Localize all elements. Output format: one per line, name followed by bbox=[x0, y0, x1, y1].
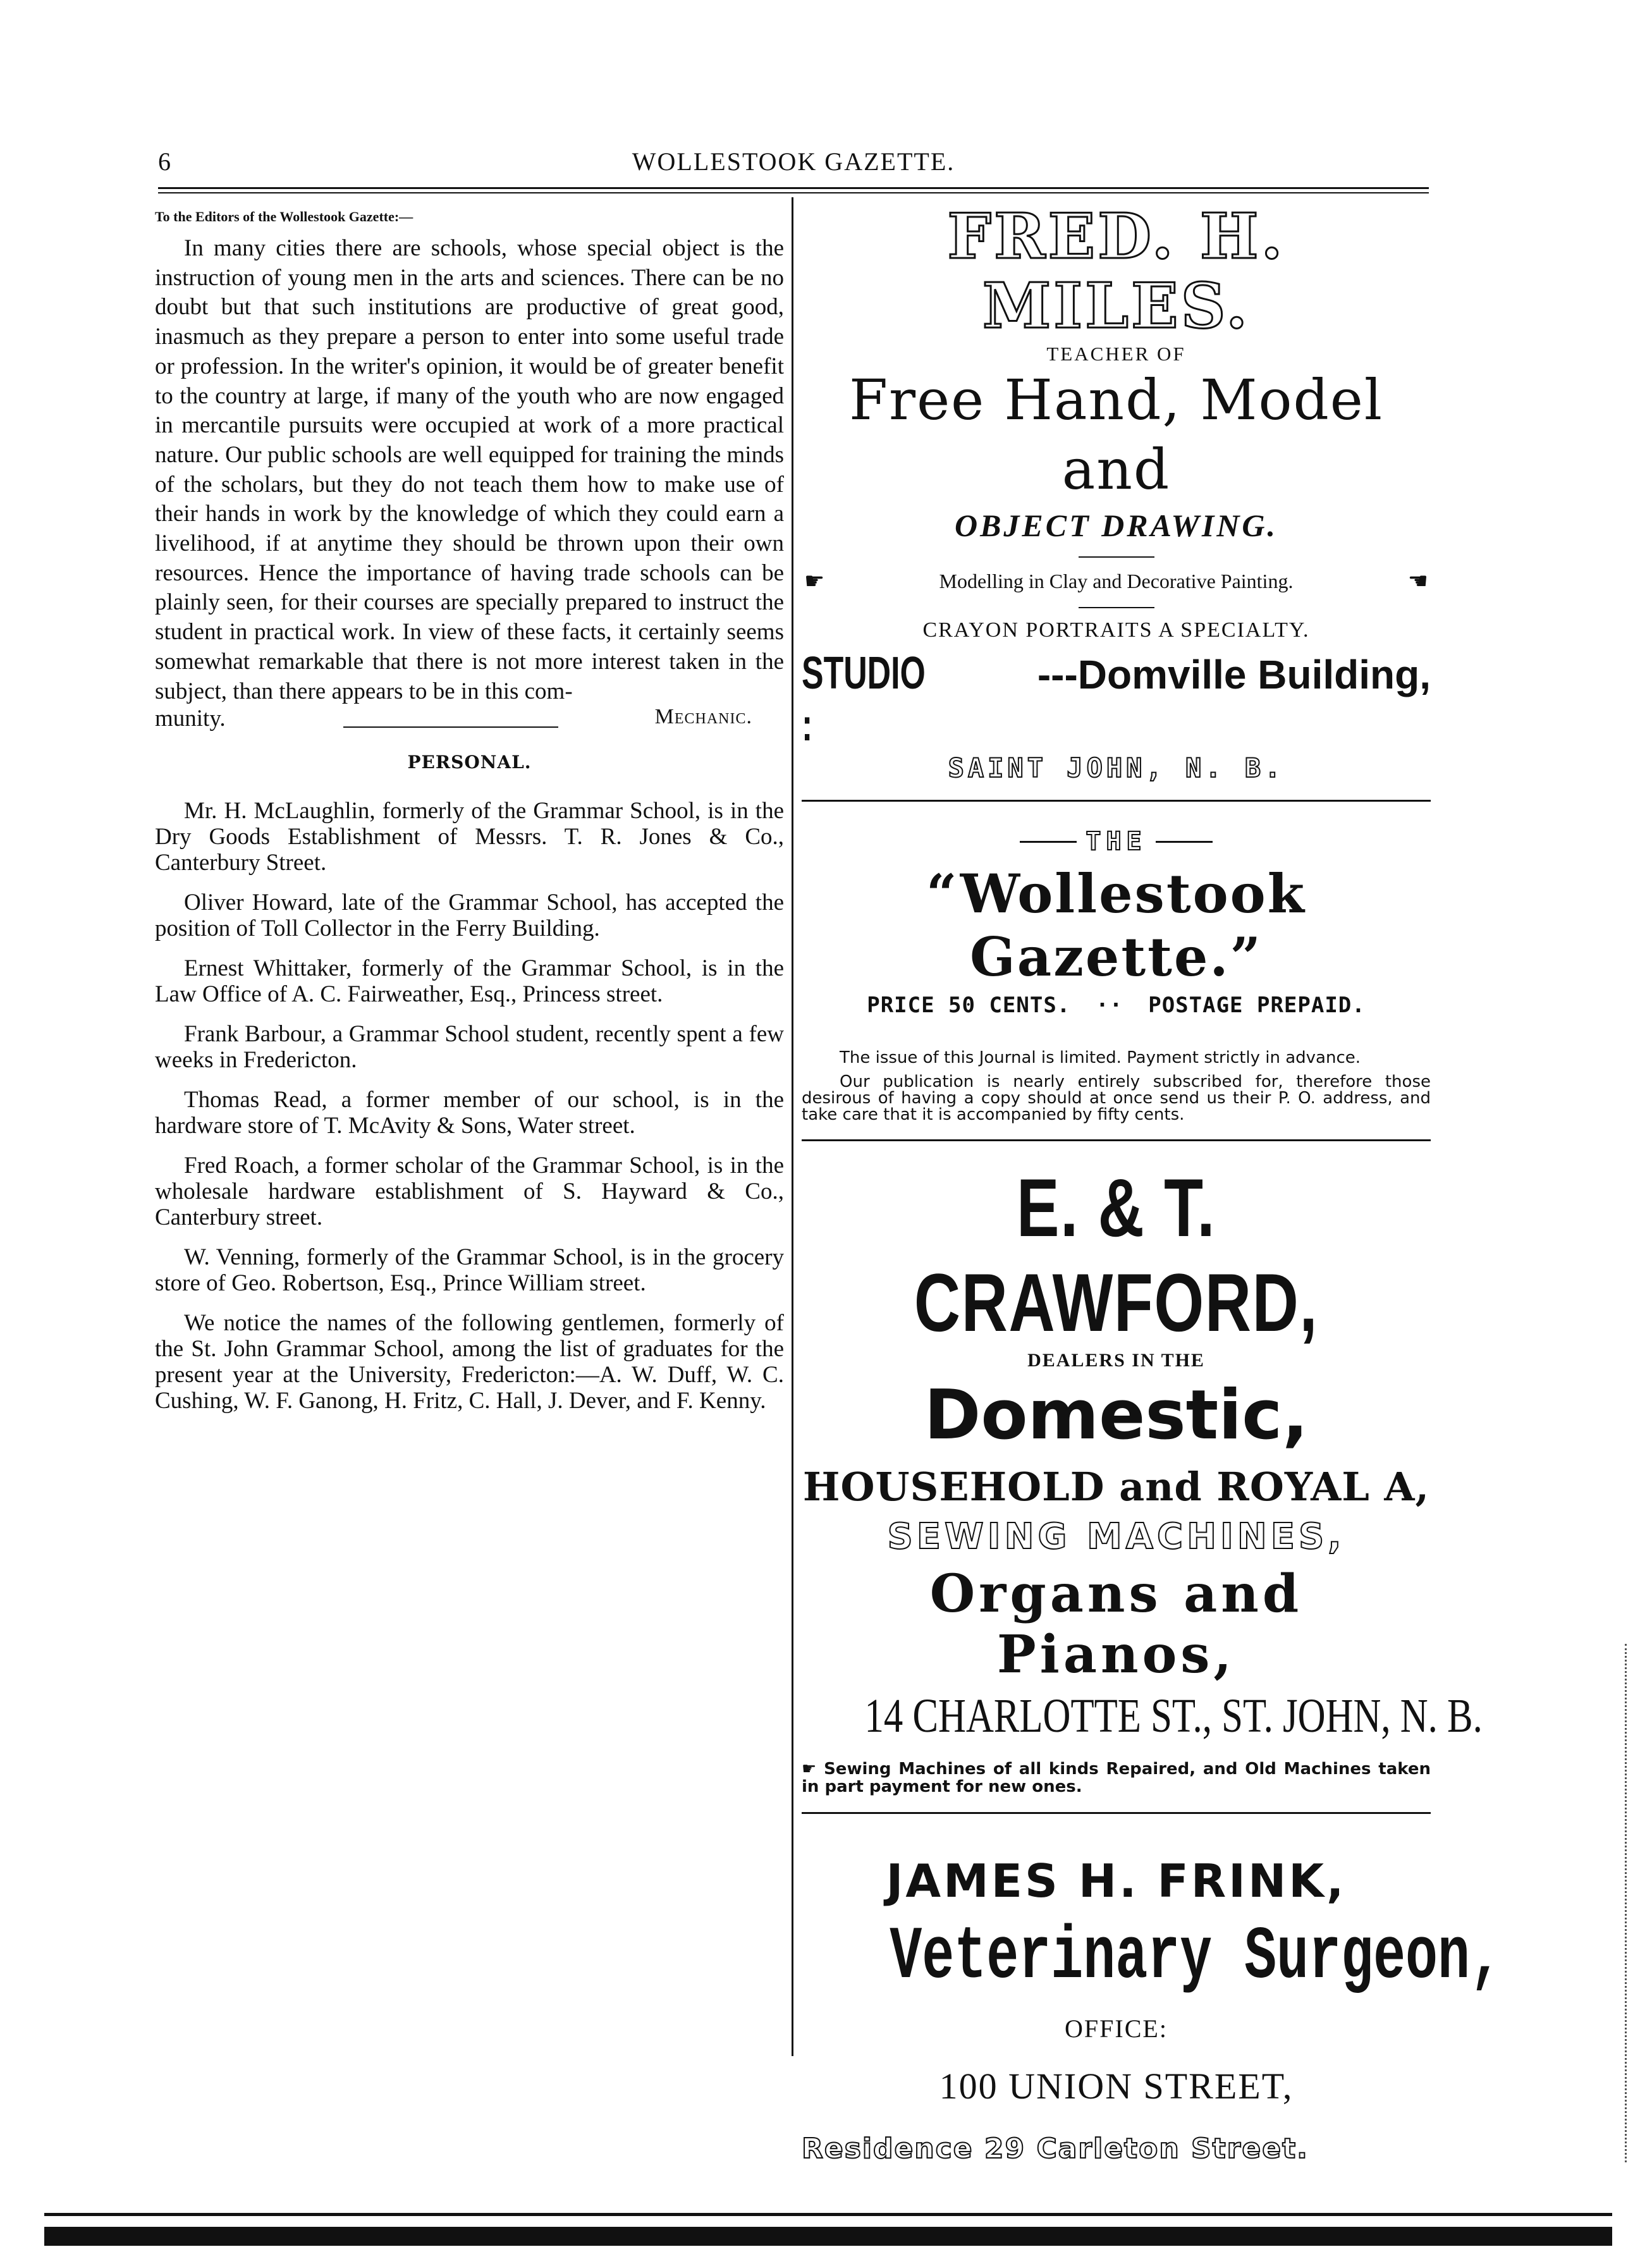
miles-object-drawing: OBJECT DRAWING. bbox=[954, 508, 1278, 543]
column-divider bbox=[792, 197, 793, 2056]
crawford-dealers: DEALERS IN THE bbox=[1027, 1350, 1205, 1371]
letter-signature: Mechanic. bbox=[654, 705, 752, 729]
pointing-hand-icon: ☚ bbox=[1407, 568, 1428, 594]
letter-body: In many cities there are schools, whose special object is the instruction of young men in the arts and sciences. There can be no doubt but that such institutions are productive of great good, inasmuch as they prepare a person to enter into some useful trade or profession. In the writer's opinion, it would be of greater benefit to the country at large, if many of the youth who are now engaged in mercantile pursuits were occupied at work of a more practical nature. Our public schools are well equipped for training the minds of the scholars, but they do not teach them how to make use of their hands in work by the knowledge of which they could earn a livelihood, if at anytime they should be thrown upon their own resources. Hence the importance of having trade schools can be plainly seen, for their courses are specially prepared to instruct the student in practical work. In view of these facts, it certainly seems somewhat remarkable that there is not more interest taken in the subject, than there appears to be in this com- bbox=[155, 235, 784, 704]
miles-studio bbox=[802, 647, 1431, 751]
miles-subject: Free Hand, Model and bbox=[848, 367, 1384, 502]
personal-item: Mr. H. McLaughlin, formerly of the Grammar School, is in the Dry Goods Establishment of Messrs. T. R. Jones & Co., Canterbury Street. bbox=[155, 798, 784, 876]
personal-item: Fred Roach, a former scholar of the Grammar School, is in the wholesale hardware establishment of S. Hayward & Co., Canterbury street. bbox=[155, 1153, 784, 1231]
crawford-household: HOUSEHOLD and ROYAL A, bbox=[802, 1464, 1430, 1510]
miles-city: SAINT JOHN, N. B. bbox=[948, 752, 1285, 783]
miles-rule bbox=[1079, 556, 1154, 558]
frink-residence: Residence 29 Carleton Street. bbox=[802, 2133, 1309, 2165]
pointing-hand-icon: ☛ bbox=[804, 568, 825, 594]
miles-studio-place: ---Domville Building, bbox=[1037, 652, 1431, 697]
frink-office: OFFICE: bbox=[1065, 2014, 1168, 2043]
letter-last-line: munity. bbox=[155, 706, 226, 732]
ad-crawford bbox=[802, 1160, 1483, 1796]
miles-teacher-of: TEACHER OF bbox=[1046, 343, 1186, 365]
personal-item: Oliver Howard, late of the Grammar School, has accepted the position of Toll Collector in the Ferry Building. bbox=[155, 890, 784, 942]
crawford-domestic: Domestic, bbox=[924, 1376, 1309, 1455]
personal-item: W. Venning, formerly of the Grammar School, is in the grocery store of Geo. Robertson, Esq., Prince William street. bbox=[155, 1244, 784, 1297]
ad-divider bbox=[802, 1139, 1431, 1141]
ad-frink bbox=[802, 1854, 1503, 2165]
pointing-hand-icon: ☛ bbox=[802, 1760, 817, 1779]
frink-name: JAMES H. FRINK, bbox=[886, 1854, 1347, 1908]
personal-item: Thomas Read, a former member of our school, is in the hardware store of T. McAvity & Sons, Water street. bbox=[155, 1087, 784, 1139]
crawford-repair: Sewing Machines of all kinds Repaired, and Old Machines taken in part payment for new ones. bbox=[802, 1760, 1431, 1796]
gazette-title: “Wollestook Gazette.” bbox=[926, 862, 1306, 988]
header-rule bbox=[158, 187, 1429, 189]
gazette-note-issue: The issue of this Journal is limited. Payment strictly in advance. bbox=[840, 1048, 1361, 1067]
frink-title: Veterinary Surgeon, bbox=[890, 1916, 1503, 2000]
page-edge-mark bbox=[1625, 1644, 1627, 2162]
left-column bbox=[155, 209, 784, 1428]
header-rule-double bbox=[158, 192, 1429, 193]
signoff-rule bbox=[343, 726, 558, 728]
gazette-price-line bbox=[802, 993, 1431, 1018]
miles-modelling-line bbox=[802, 568, 1431, 594]
miles-name: FRED. H. MILES. bbox=[947, 200, 1285, 343]
ad-gazette bbox=[802, 827, 1431, 1123]
gazette-the: THE bbox=[1086, 827, 1147, 856]
crawford-repair-note bbox=[802, 1760, 1431, 1796]
personal-section bbox=[155, 798, 784, 1414]
crawford-organs: Organs and Pianos, bbox=[929, 1564, 1303, 1685]
dash-rule bbox=[1020, 841, 1077, 843]
right-column bbox=[802, 200, 1503, 2165]
bottom-bar bbox=[44, 2227, 1612, 2246]
ad-divider bbox=[802, 1812, 1431, 1814]
miles-rule bbox=[1079, 607, 1154, 608]
crawford-address: 14 CHARLOTTE ST., ST. JOHN, N. B. bbox=[864, 1689, 1483, 1743]
bottom-rule bbox=[44, 2213, 1612, 2216]
miles-crayon: CRAYON PORTRAITS A SPECIALTY. bbox=[922, 618, 1310, 642]
personal-item: Ernest Whittaker, formerly of the Grammar School, is in the Law Office of A. C. Fairweather, Esq., Princess street. bbox=[155, 955, 784, 1008]
gazette-separator: ·· bbox=[1096, 993, 1123, 1018]
ad-miles bbox=[802, 202, 1431, 783]
frink-address: 100 UNION STREET, bbox=[939, 2066, 1294, 2107]
page-header bbox=[158, 147, 1429, 185]
page-number: 6 bbox=[158, 147, 171, 176]
crawford-sewing: SEWING MACHINES, bbox=[887, 1516, 1345, 1557]
letter-signoff bbox=[155, 705, 784, 738]
personal-item: We notice the names of the following gentlemen, formerly of the St. John Grammar School, among the list of graduates for the present year at the University, Fredericton:—A. W. Duff, W. C. Cushing, W. F. Ganong, H. Fritz, C. Hall, J. Dever, and F. Kenny. bbox=[155, 1310, 784, 1414]
personal-heading: PERSONAL. bbox=[407, 752, 532, 773]
letter-salutation: To the Editors of the Wollestook Gazette:— bbox=[155, 209, 413, 224]
dash-rule bbox=[1156, 841, 1213, 843]
miles-studio-label: STUDIO : bbox=[802, 648, 926, 750]
gazette-the-line bbox=[802, 827, 1431, 856]
gazette-note-subscription: Our publication is nearly entirely subscribed for, therefore those desirous of having a copy should at once send us their P. O. address, and take care that it is accompanied by fifty cents. bbox=[802, 1072, 1431, 1124]
miles-modelling: Modelling in Clay and Decorative Painting. bbox=[939, 569, 1294, 592]
personal-item: Frank Barbour, a Grammar School student, recently spent a few weeks in Fredericton. bbox=[155, 1021, 784, 1074]
gazette-price: PRICE 50 CENTS. bbox=[867, 993, 1071, 1018]
ad-divider bbox=[802, 800, 1431, 802]
masthead: WOLLESTOOK GAZETTE. bbox=[632, 147, 955, 176]
gazette-postage: POSTAGE PREPAID. bbox=[1148, 993, 1366, 1018]
crawford-name: E. & T. CRAWFORD, bbox=[914, 1161, 1319, 1349]
